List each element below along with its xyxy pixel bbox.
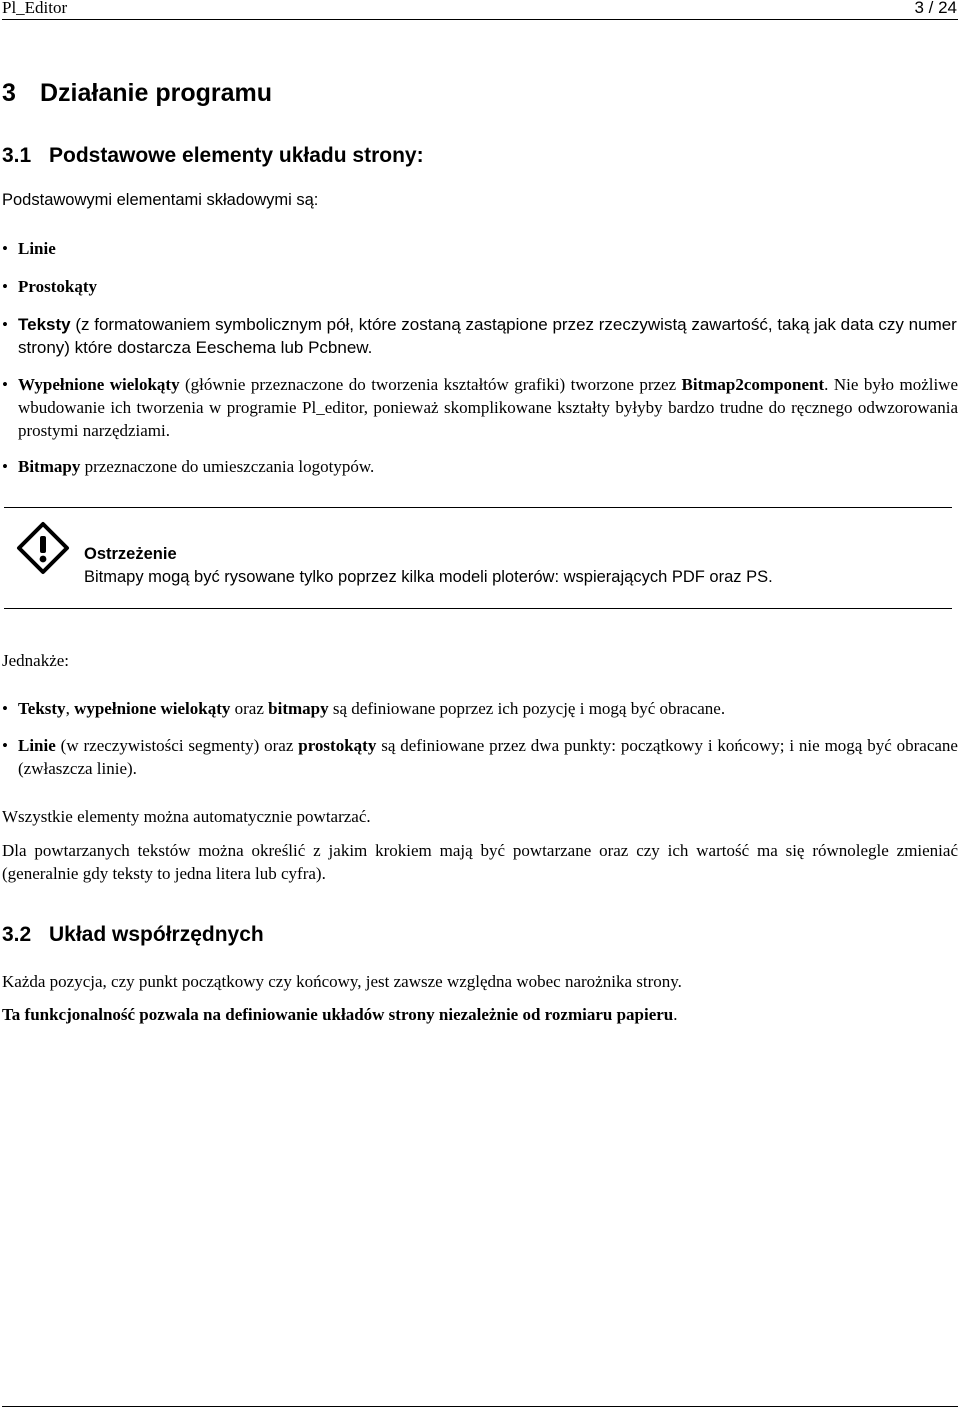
warning-top-rule — [4, 507, 952, 508]
list-item: Wypełnione wielokąty (głównie przeznaczone do tworzenia kształtów grafiki) tworzone przez Bitmap2component. Nie było możliwe wbudowanie ich tworzenia w programie Pl_editor, ponieważ skomplikowane kształty byłyby bardzo trudne do ręcznego odwzorowania prostymi narzędziami. — [18, 375, 959, 440]
subsection-heading — [2, 923, 264, 947]
list-item: Bitmapy przeznaczone do umieszczania logotypów. — [18, 457, 375, 476]
bullet-marker: • — [2, 239, 8, 258]
subsection-number: 3.1 — [2, 144, 32, 167]
bullet-marker: • — [2, 315, 8, 334]
coordinates-bold-paragraph: Ta funkcjonalność pozwala na definiowanie układów strony niezależnie od rozmiaru papieru. — [2, 1005, 678, 1024]
subsection-heading — [2, 144, 424, 168]
subsection-title: Układ współrzędnych — [49, 923, 264, 946]
warning-icon — [16, 521, 70, 575]
bullet-marker: • — [2, 699, 8, 718]
list-item: Linie (w rzeczywistości segmenty) oraz prostokąty są definiowane przez dwa punkty: początkowy i końcowy; i nie mogą być obracane (zwłaszcza linie). — [18, 736, 958, 778]
warning-title: Ostrzeżenie — [84, 545, 177, 563]
bullet-marker: • — [2, 375, 8, 394]
intro-paragraph: Podstawowymi elementami składowymi są: — [2, 191, 319, 209]
however-paragraph: Jednakże: — [2, 651, 70, 670]
warning-bottom-rule — [4, 608, 952, 609]
list-item: Prostokąty — [18, 277, 98, 296]
coordinates-paragraph: Każda pozycja, czy punkt początkowy czy końcowy, jest zawsze względna wobec narożnika strony. — [2, 972, 682, 991]
list-item: Teksty (z formatowaniem symbolicznym pół, które zostaną zastąpione przez rzeczywistą zawartość, taką jak data czy numer strony) które dostarcza Eeschema lub Pcbnew. — [18, 315, 957, 357]
page-number: 3 / 24 — [914, 0, 957, 17]
bullet-marker: • — [2, 277, 8, 296]
subsection-title: Podstawowe elementy układu strony: — [49, 144, 424, 167]
bullet-marker: • — [2, 736, 8, 755]
list-item: Teksty, wypełnione wielokąty oraz bitmapy są definiowane poprzez ich pozycję i mogą być obracane. — [18, 699, 726, 718]
section-title: Działanie programu — [40, 79, 272, 107]
header-rule — [2, 19, 958, 20]
subsection-number: 3.2 — [2, 923, 32, 946]
footer-rule — [2, 1406, 958, 1407]
repeat-paragraph: Wszystkie elementy można automatycznie powtarzać. — [2, 807, 371, 826]
document-title: Pl_Editor — [2, 0, 68, 17]
bullet-marker: • — [2, 457, 8, 476]
section-number: 3 — [2, 79, 16, 107]
section-heading — [2, 79, 272, 107]
warning-text: Bitmapy mogą być rysowane tylko poprzez kilka modeli ploterów: wspierających PDF oraz PS. — [84, 568, 773, 586]
repeat-detail-paragraph: Dla powtarzanych tekstów można określić z jakim krokiem mają być powtarzane oraz czy ich wartość ma się równolegle zmieniać (generalnie gdy teksty to jedna litera lub cyfra). — [2, 841, 958, 883]
list-item: Linie — [18, 239, 56, 258]
running-header — [0, 0, 960, 19]
